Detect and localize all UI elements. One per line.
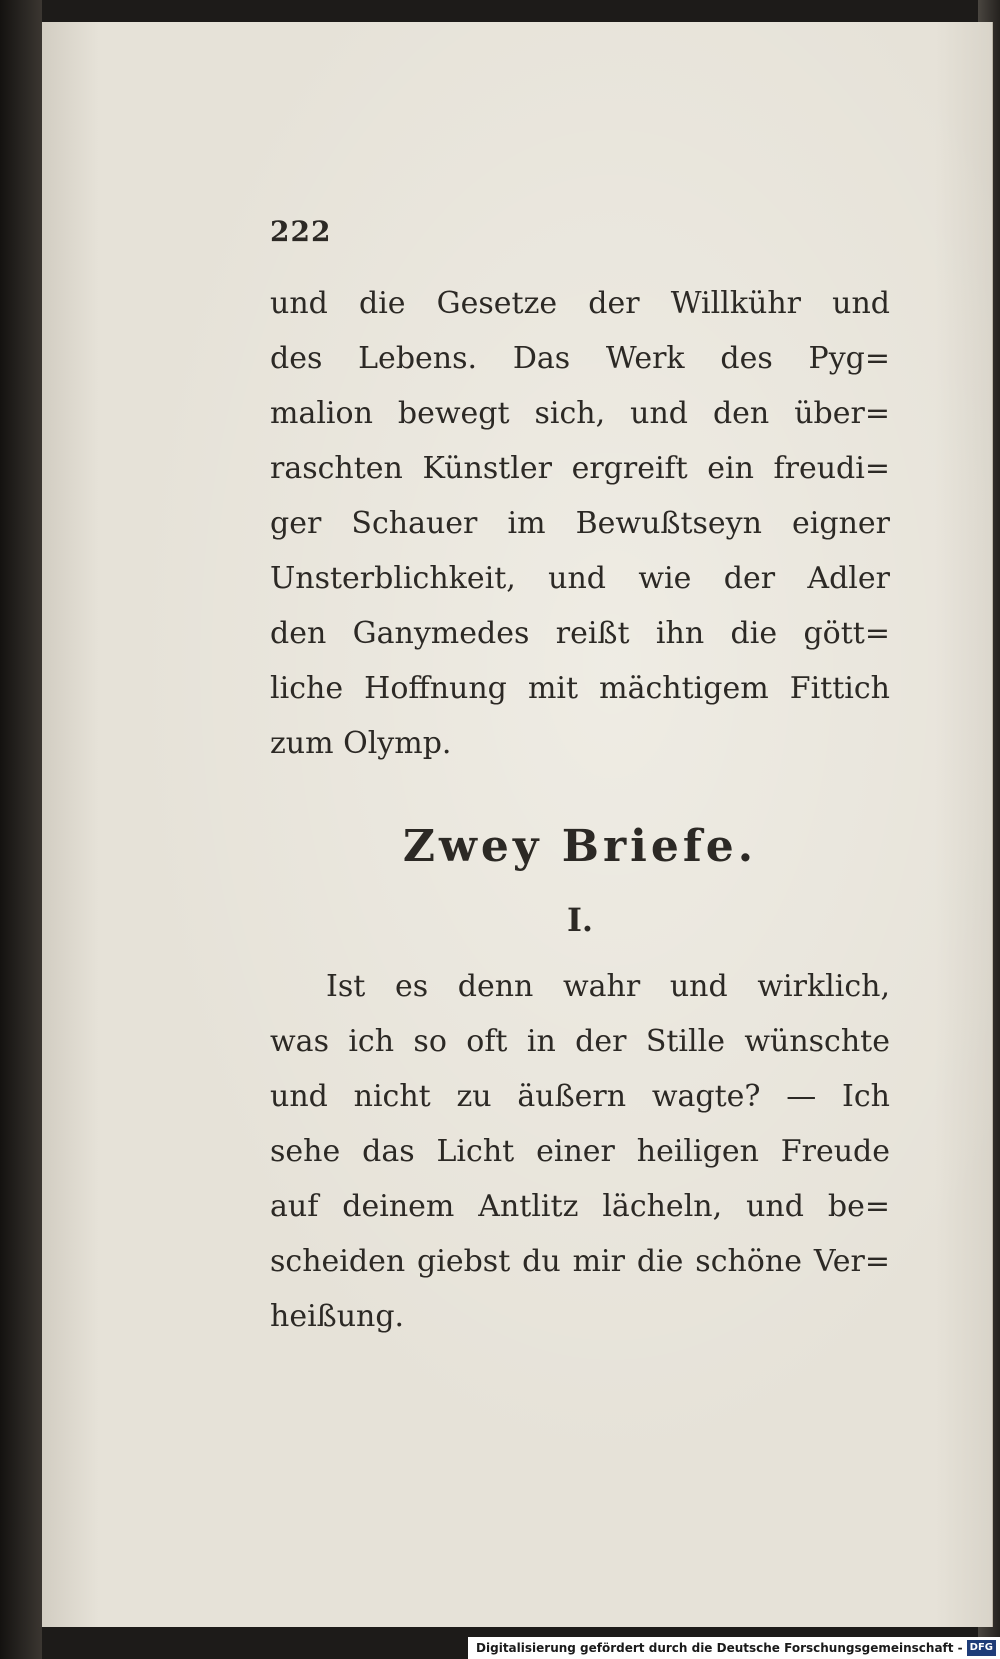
paragraph-continuation — [270, 276, 890, 771]
text-line: Unsterblichkeit, und wie der Adler — [270, 561, 890, 596]
section-number: I. — [566, 901, 594, 939]
dfg-logo-icon: DFG — [967, 1640, 996, 1656]
text-line: was ich so oft in der Stille wünschte — [270, 1024, 890, 1059]
text-line: liche Hoffnung mit mächtigem Fittich — [270, 671, 890, 706]
text-line: heißung. — [270, 1299, 405, 1334]
section-title: Zwey Briefe. — [402, 821, 758, 872]
page-number: 222 — [270, 215, 332, 248]
text-line: den Ganymedes reißt ihn die gött= — [270, 616, 890, 651]
digitization-credit — [468, 1637, 1000, 1659]
text-line: und die Gesetze der Willkühr und — [270, 286, 890, 321]
book-spine-shadow — [0, 0, 42, 1659]
text-line: malion bewegt sich, und den über= — [270, 396, 890, 431]
text-line: und nicht zu äußern wagte? — Ich — [270, 1079, 890, 1114]
text-line: ger Schauer im Bewußtseyn eigner — [270, 506, 890, 541]
text-line: Ist es denn wahr und wirklich, — [326, 969, 890, 1004]
letter-paragraph — [270, 959, 890, 1344]
text-line: auf deinem Antlitz lächeln, und be= — [270, 1189, 890, 1224]
text-line: scheiden giebst du mir die schöne Ver= — [270, 1244, 890, 1279]
text-line: zum Olymp. — [270, 726, 452, 761]
text-line: des Lebens. Das Werk des Pyg= — [270, 341, 890, 376]
credit-text: Digitalisierung gefördert durch die Deutsche Forschungsgemeinschaft - — [476, 1641, 963, 1655]
page-text-block — [270, 212, 890, 1344]
text-line: raschten Künstler ergreift ein freudi= — [270, 451, 890, 486]
text-line: sehe das Licht einer heiligen Freude — [270, 1134, 890, 1169]
book-page — [42, 22, 993, 1627]
